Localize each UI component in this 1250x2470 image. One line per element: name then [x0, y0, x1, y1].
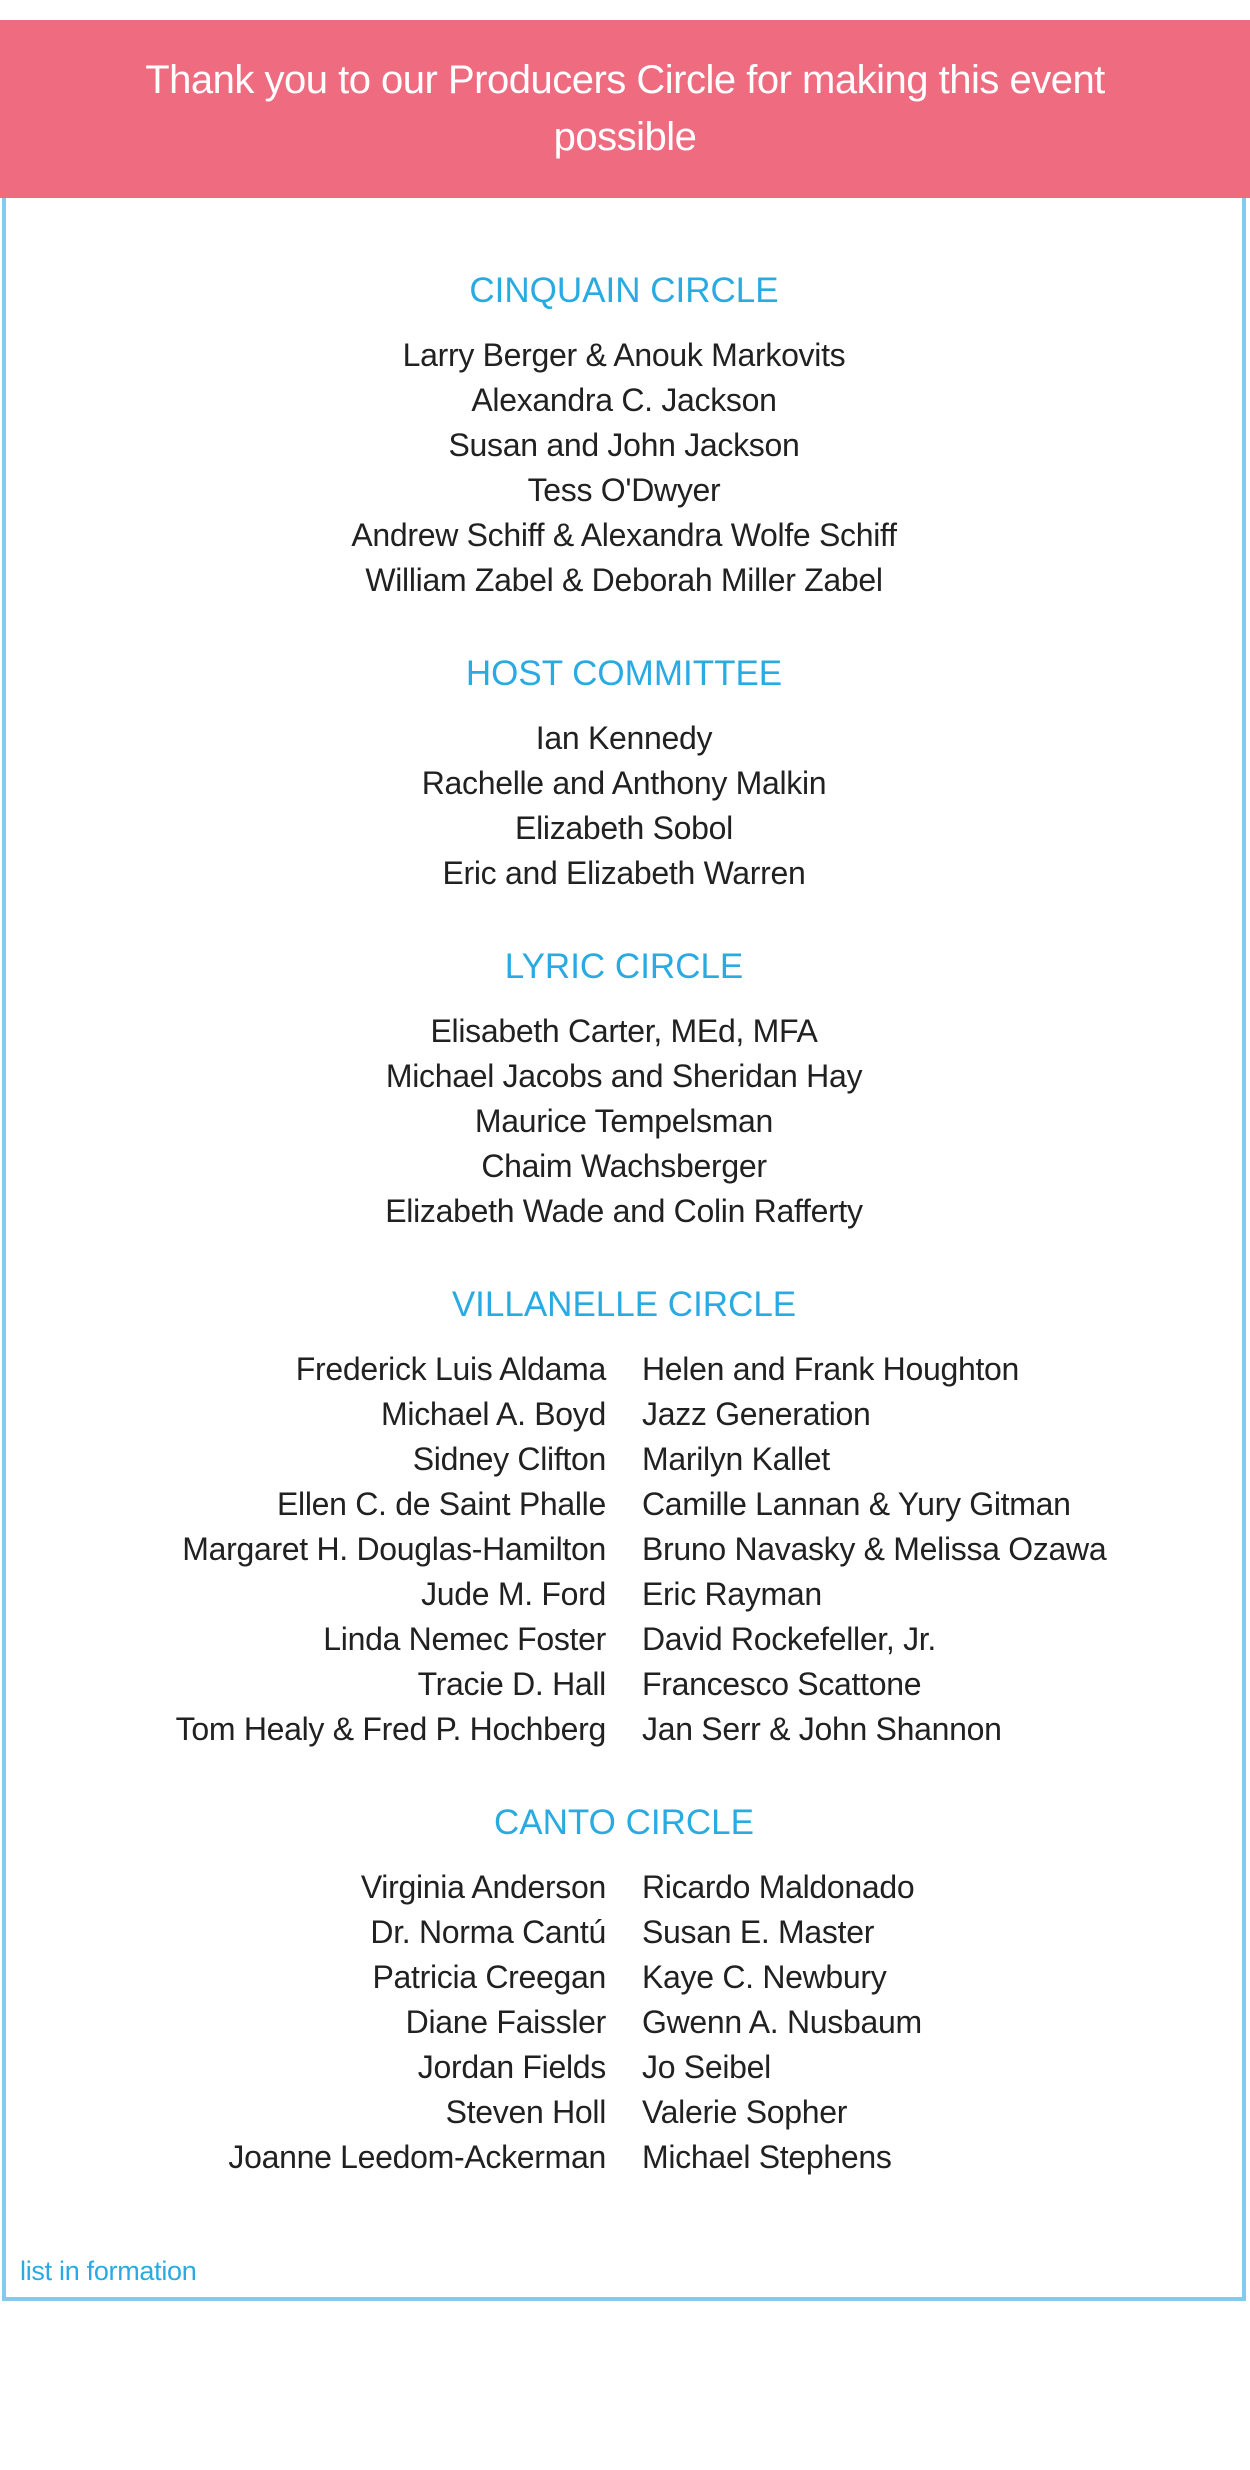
name-line: Jazz Generation: [642, 1396, 871, 1432]
section-title: CANTO CIRCLE: [494, 1803, 754, 1842]
name-line: Joanne Leedom-Ackerman: [228, 2139, 606, 2175]
name-line: Elisabeth Carter, MEd, MFA: [430, 1013, 818, 1049]
name-line: Helen and Frank Houghton: [642, 1351, 1020, 1387]
section-title: LYRIC CIRCLE: [504, 947, 744, 986]
section-canto-circle: [6, 1800, 1242, 2180]
name-line: Dr. Norma Cantú: [370, 1914, 606, 1950]
name-line: Elizabeth Wade and Colin Rafferty: [385, 1193, 863, 1229]
donor-list-panel: [2, 198, 1246, 2301]
section-title: VILLANELLE CIRCLE: [451, 1285, 797, 1324]
name-line: Michael Jacobs and Sheridan Hay: [385, 1058, 863, 1094]
name-line: Susan and John Jackson: [448, 427, 800, 463]
name-list-left: [36, 1347, 606, 1752]
name-line: Rachelle and Anthony Malkin: [421, 765, 827, 801]
section-villanelle-circle: [6, 1282, 1242, 1752]
name-line: Gwenn A. Nusbaum: [642, 2004, 922, 2040]
name-line: Eric Rayman: [642, 1576, 822, 1612]
name-line: Chaim Wachsberger: [481, 1148, 767, 1184]
name-line: Tracie D. Hall: [417, 1666, 606, 1702]
name-line: Diane Faissler: [405, 2004, 606, 2040]
name-line: Ian Kennedy: [535, 720, 713, 756]
name-line: Larry Berger & Anouk Markovits: [402, 337, 846, 373]
name-line: Tess O'Dwyer: [527, 472, 721, 508]
banner-line-2: possible: [553, 115, 697, 159]
name-line: Jordan Fields: [417, 2049, 606, 2085]
name-list: [6, 333, 1242, 603]
name-line: David Rockefeller, Jr.: [642, 1621, 936, 1657]
footnote-list-in-formation: list in formation: [20, 2256, 197, 2286]
name-line: Valerie Sopher: [642, 2094, 848, 2130]
name-line: Virginia Anderson: [360, 1869, 606, 1905]
name-line: Sidney Clifton: [412, 1441, 606, 1477]
name-line: Bruno Navasky & Melissa Ozawa: [642, 1531, 1107, 1567]
name-line: Steven Holl: [445, 2094, 606, 2130]
name-line: Margaret H. Douglas-Hamilton: [182, 1531, 606, 1567]
name-line: Jan Serr & John Shannon: [642, 1711, 1002, 1747]
section-cinquain-circle: [6, 268, 1242, 603]
name-line: Frederick Luis Aldama: [295, 1351, 606, 1387]
name-line: Francesco Scattone: [642, 1666, 922, 1702]
name-line: Michael A. Boyd: [381, 1396, 606, 1432]
name-line: Ricardo Maldonado: [642, 1869, 915, 1905]
two-column-name-list: [6, 1347, 1242, 1752]
name-line: Marilyn Kallet: [642, 1441, 830, 1477]
name-list-left: [36, 1865, 606, 2180]
name-list: [6, 1009, 1242, 1234]
name-line: Ellen C. de Saint Phalle: [276, 1486, 606, 1522]
thank-you-banner: [0, 20, 1250, 198]
name-list: [6, 716, 1242, 896]
name-line: William Zabel & Deborah Miller Zabel: [365, 562, 883, 598]
section-title: HOST COMMITTEE: [465, 654, 783, 693]
name-line: Jo Seibel: [642, 2049, 771, 2085]
name-list-right: [642, 1865, 1212, 2180]
name-line: Andrew Schiff & Alexandra Wolfe Schiff: [351, 517, 897, 553]
banner-line-1: Thank you to our Producers Circle for making this event: [145, 58, 1105, 102]
name-line: Eric and Elizabeth Warren: [442, 855, 806, 891]
name-line: Susan E. Master: [642, 1914, 875, 1950]
name-line: Camille Lannan & Yury Gitman: [642, 1486, 1071, 1522]
name-line: Elizabeth Sobol: [515, 810, 733, 846]
name-line: Jude M. Ford: [421, 1576, 606, 1612]
section-host-committee: [6, 651, 1242, 896]
name-list-right: [642, 1347, 1212, 1752]
section-lyric-circle: [6, 944, 1242, 1234]
name-line: Alexandra C. Jackson: [471, 382, 777, 418]
name-line: Linda Nemec Foster: [323, 1621, 606, 1657]
section-title: CINQUAIN CIRCLE: [469, 271, 779, 310]
name-line: Kaye C. Newbury: [642, 1959, 887, 1995]
two-column-name-list: [6, 1865, 1242, 2180]
name-line: Maurice Tempelsman: [474, 1103, 774, 1139]
name-line: Michael Stephens: [642, 2139, 892, 2175]
name-line: Tom Healy & Fred P. Hochberg: [175, 1711, 606, 1747]
name-line: Patricia Creegan: [372, 1959, 606, 1995]
